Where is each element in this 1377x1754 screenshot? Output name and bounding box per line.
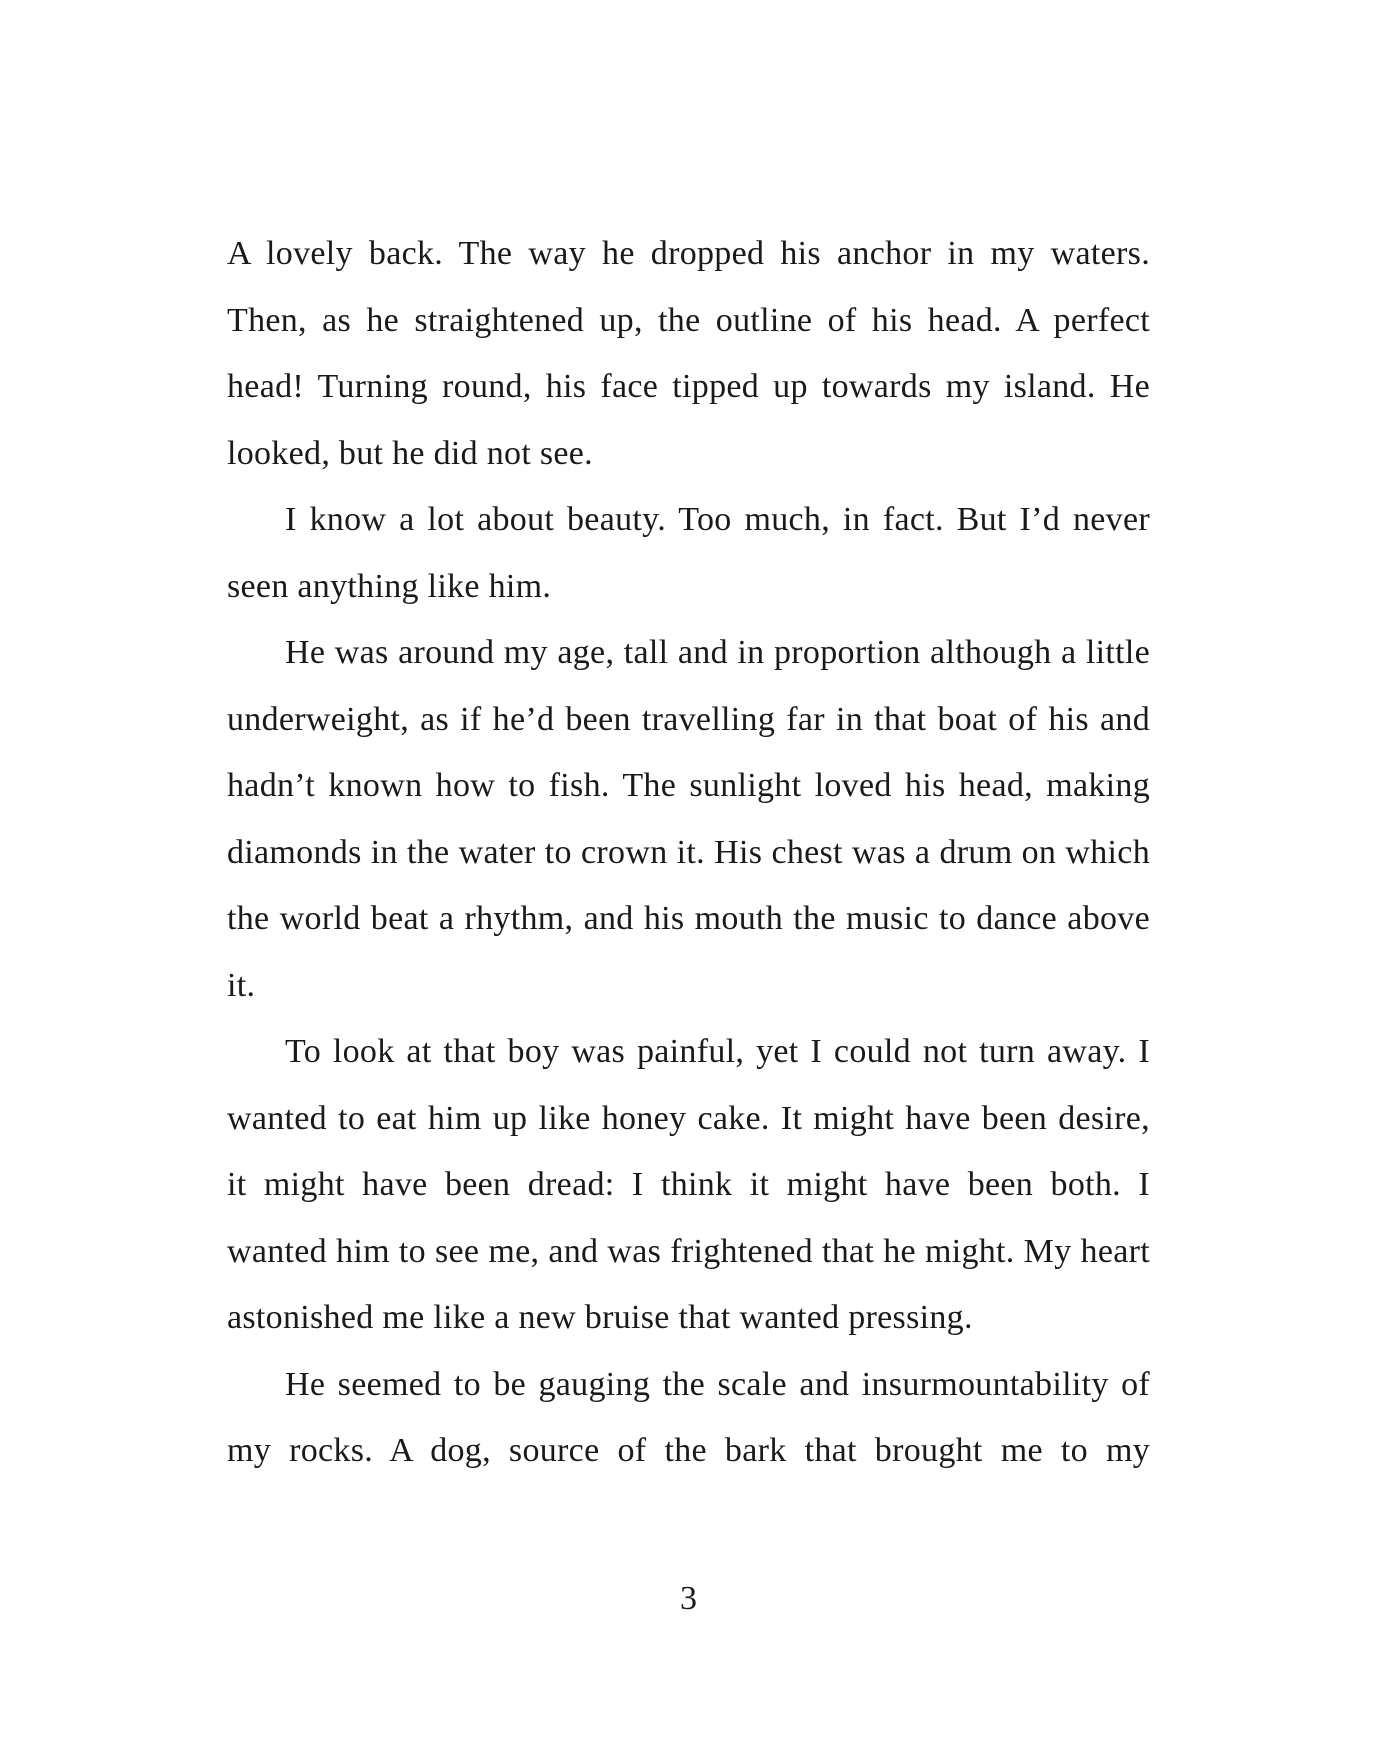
paragraph-1: A lovely back. The way he dropped his anchor in my waters. Then, as he straightened up, the outline of his head. A perfect head! Turning round, his face tipped up towards my island. He looked, but he did not see. <box>227 235 1150 472</box>
body-text <box>227 221 1150 1485</box>
paragraph-5: He seemed to be gauging the scale and insurmountability of my rocks. A dog, source of the bark that brought me to my <box>227 1365 1150 1469</box>
paragraph-4: To look at that boy was painful, yet I could not turn away. I wanted to eat him up like honey cake. It might have been desire, it might have been dread: I think it might have been both. I wanted him to see me, and was frightened that he might. My heart astonished me like a new bruise that wanted pressing. <box>227 1033 1150 1336</box>
paragraph-3: He was around my age, tall and in proportion although a little underweight, as if he’d been travelling far in that boat of his and hadn’t known how to fish. The sunlight loved his head, making diamonds in the water to crown it. His chest was a drum on which the world beat a rhythm, and his mouth the music to dance above it. <box>227 634 1150 1004</box>
page-number: 3 <box>680 1580 697 1617</box>
paragraph-2: I know a lot about beauty. Too much, in fact. But I’d never seen anything like him. <box>227 501 1150 605</box>
